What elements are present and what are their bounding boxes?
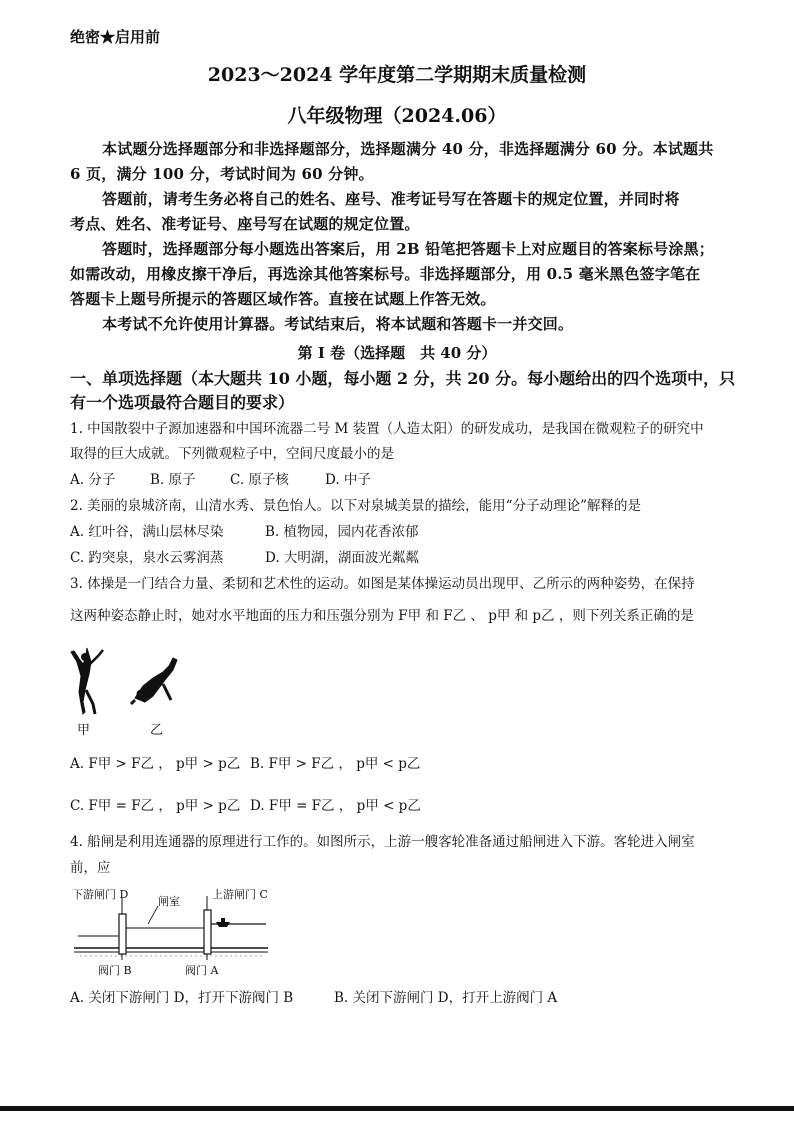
q3-option-d[interactable]: D. F甲 = F乙 ， p甲 < p乙 xyxy=(250,798,421,814)
question-4-text: 前，应 xyxy=(70,860,111,876)
confidential-mark: 绝密★启用前 xyxy=(70,28,161,46)
page-bottom-rule xyxy=(0,1106,794,1111)
question-1-text: 1. 中国散裂中子源加速器和中国环流器二号 M 装置（人造太阳）的研发成功，是我国在微观粒子的研究中 xyxy=(70,421,704,437)
gymnast-b-silhouette xyxy=(131,658,177,704)
figure-label-a: 甲 xyxy=(77,723,91,738)
label-valve-b: 阀门 B xyxy=(98,964,132,977)
question-1-text: 取得的巨大成就。下列微观粒子中，空间尺度最小的是 xyxy=(70,446,394,462)
q2-option-b[interactable]: B. 植物园，园内花香浓郁 xyxy=(265,524,419,540)
question-2-text: 2. 美丽的泉城济南，山清水秀、景色怡人。以下对泉城美景的描绘，能用“分子动理论”解释的是 xyxy=(70,498,641,514)
exam-title: 2023～2024 学年度第二学期期末质量检测 xyxy=(207,64,587,86)
instruction-line: 本考试不允许使用计算器。考试结束后，将本试题和答题卡一并交回。 xyxy=(102,315,574,333)
instruction-line: 本试题分选择题部分和非选择题部分，选择题满分 40 分，非选择题满分 60 分。本试题共 xyxy=(102,140,714,158)
instruction-line: 6 页，满分 100 分，考试时间为 60 分钟。 xyxy=(70,165,374,183)
section-heading: 有一个选项最符合题目的要求） xyxy=(70,393,295,412)
q3-option-c[interactable]: C. F甲 = F乙 ， p甲 > p乙 xyxy=(70,798,241,814)
q1-option-a[interactable]: A. 分子 xyxy=(70,472,116,488)
gymnast-a-silhouette xyxy=(71,648,103,714)
q2-option-c[interactable]: C. 趵突泉，泉水云雾润蒸 xyxy=(70,550,224,566)
instruction-line: 答题时，选择题部分每小题选出答案后，用 2B 铅笔把答题卡上对应题目的答案标号涂黑； xyxy=(102,240,714,258)
q3-option-b[interactable]: B. F甲 > F乙 ， p甲 < p乙 xyxy=(250,756,421,772)
instruction-line: 答题卡上题号所提示的答题区域作答。直接在试题上作答无效。 xyxy=(70,290,496,308)
question-3-text: 这两种姿态静止时，她对水平地面的压力和压强分别为 F甲 和 F乙 、 p甲 和 p乙 ，则下列关系正确的是 xyxy=(70,608,694,624)
section-title: 第 I 卷（选择题 共 40 分） xyxy=(297,344,497,362)
instruction-line: 如需改动，用橡皮擦干净后，再选涂其他答案标号。非选择题部分，用 0.5 毫米黑色签字笔在 xyxy=(70,265,701,283)
question-4-text: 4. 船闸是利用连通器的原理进行工作的。如图所示，上游一艘客轮准备通过船闸进入下游。客轮进入闸室 xyxy=(70,834,695,850)
exam-subtitle: 八年级物理（2024.06） xyxy=(287,105,507,127)
section-heading: 一、单项选择题（本大题共 10 小题，每小题 2 分，共 20 分。每小题给出的四个选项中，只 xyxy=(70,369,736,388)
q2-option-a[interactable]: A. 红叶谷，满山层林尽染 xyxy=(70,524,224,540)
label-lock-chamber: 闸室 xyxy=(158,895,180,908)
q4-option-b[interactable]: B. 关闭下游闸门 D，打开上游阀门 A xyxy=(334,990,558,1006)
q1-option-b[interactable]: B. 原子 xyxy=(150,472,196,488)
q2-option-d[interactable]: D. 大明湖，湖面波光粼粼 xyxy=(265,550,419,566)
q1-option-c[interactable]: C. 原子核 xyxy=(230,472,289,488)
question-3-text: 3. 体操是一门结合力量、柔韧和艺术性的运动。如图是某体操运动员出现甲、乙所示的两种姿势，在保持 xyxy=(70,576,695,592)
label-downstream-gate: 下游闸门 D xyxy=(72,888,129,901)
q1-option-d[interactable]: D. 中子 xyxy=(325,472,371,488)
figure-label-b: 乙 xyxy=(150,723,164,738)
instruction-line: 答题前，请考生务必将自己的姓名、座号、准考证号写在答题卡的规定位置，并同时将 xyxy=(102,190,680,208)
q4-option-a[interactable]: A. 关闭下游闸门 D，打开下游阀门 B xyxy=(70,990,294,1006)
q3-option-a[interactable]: A. F甲 > F乙 ， p甲 > p乙 xyxy=(70,756,241,772)
instruction-line: 考点、姓名、准考证号、座号写在试题的规定位置。 xyxy=(70,215,420,233)
label-upstream-gate: 上游闸门 C xyxy=(212,888,268,901)
label-valve-a: 阀门 A xyxy=(185,964,219,977)
